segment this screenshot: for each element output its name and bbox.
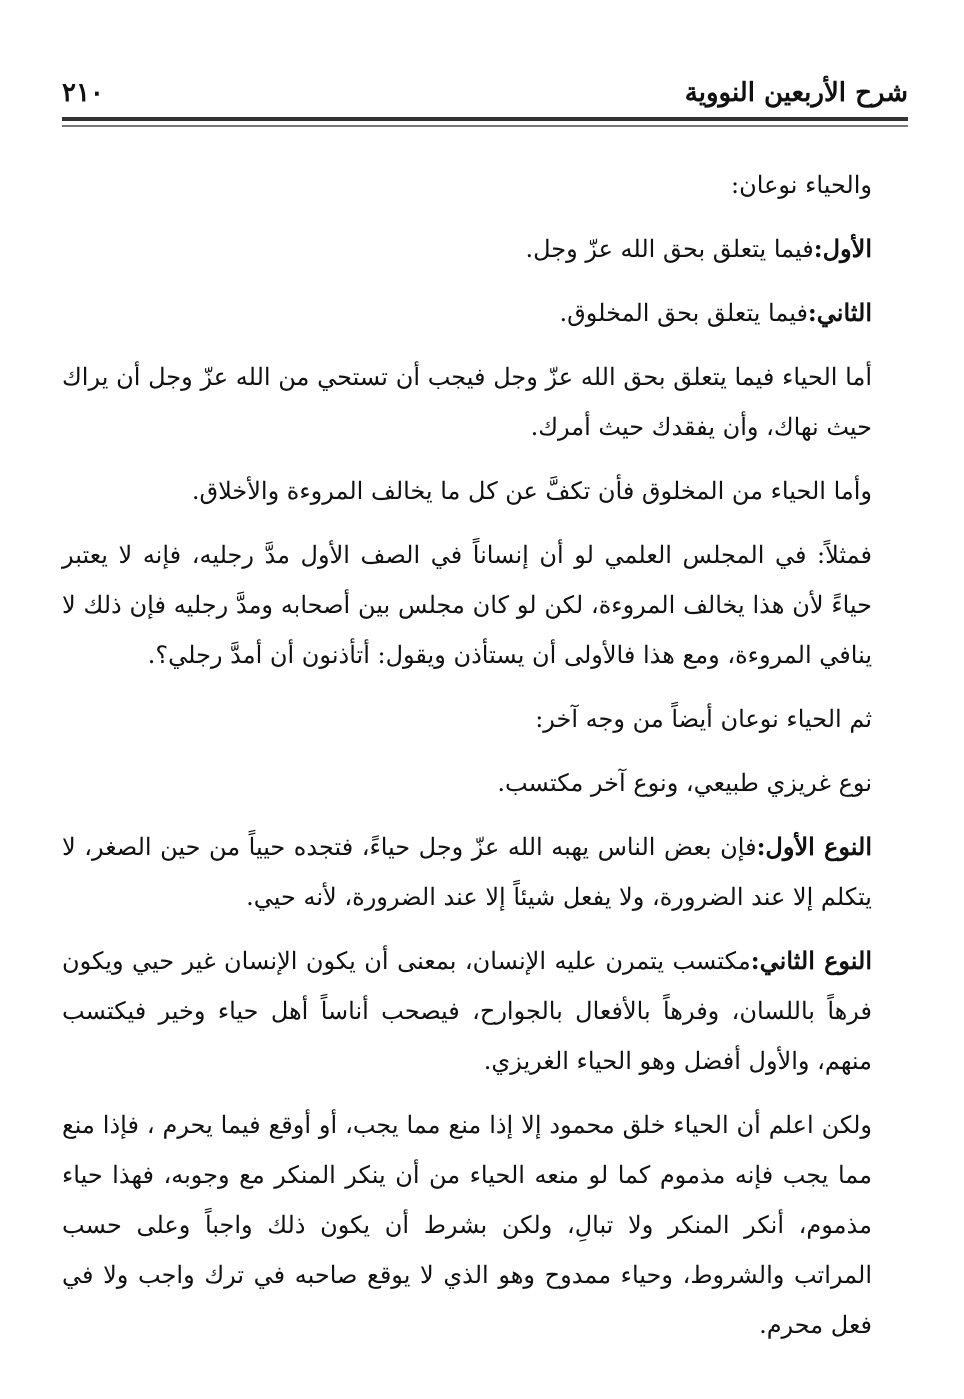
paragraph-lead: الثاني: — [807, 298, 872, 327]
paragraph-text: وأما الحياء من المخلوق فأن تكفَّ عن كل ما يخالف المروءة والأخلاق. — [191, 477, 872, 505]
paragraph — [62, 160, 872, 210]
paragraph — [62, 694, 872, 744]
paragraph — [62, 936, 872, 1086]
page-header — [62, 78, 908, 112]
paragraph — [62, 758, 872, 808]
paragraph-text: ثم الحياء نوعان أيضاً من وجه آخر: — [535, 705, 872, 733]
page-body — [62, 160, 872, 1364]
paragraph — [62, 352, 872, 452]
paragraph — [62, 1100, 872, 1350]
paragraph-text: ولكن اعلم أن الحياء خلق محمود إلا إذا منع مما يجب، أو أوقع فيما يحرم ، فإذا منع مما يجب فإنه مذموم كما لو منعه الحياء من أن ينكر المنكر مع وجوبه، فهذا حياء مذموم، أنكر المنكر ولا تبالِ، ولكن بشرط أن يكون ذلك واجباً وعلى حسب المراتب والشروط، وحياء ممدوح وهو الذي لا يوقع صاحبه في ترك واجب ولا في فعل محرم. — [62, 1111, 872, 1339]
paragraph — [62, 530, 872, 680]
paragraph-text: مكتسب يتمرن عليه الإنسان، بمعنى أن يكون الإنسان غير حيي ويكون فرهاً باللسان، وفرهاً بالأفعال بالجوارح، فيصحب أناساً أهل حياء وخير فيكتسب منهم، والأول أفضل وهو الحياء الغريزي. — [62, 947, 872, 1075]
paragraph — [62, 822, 872, 922]
paragraph-text: نوع غريزي طبيعي، ونوع آخر مكتسب. — [497, 769, 872, 797]
page-number: ٢١٠ — [62, 78, 104, 108]
paragraph — [62, 224, 872, 274]
paragraph-text: فيما يتعلق بحق المخلوق. — [559, 299, 808, 327]
header-rule — [62, 117, 908, 121]
paragraph — [62, 288, 872, 338]
paragraph-lead: النوع الأول: — [756, 832, 873, 861]
header-rule-thin — [62, 125, 908, 127]
running-title: شرح الأربعين النووية — [684, 78, 908, 108]
paragraph-text: فإن بعض الناس يهبه الله عزّ وجل حياءً، فتجده حيياً من حين الصغر، لا يتكلم إلا عند الضرورة، ولا يفعل شيئاً إلا عند الضرورة، لأنه حيي. — [62, 833, 872, 911]
paragraph-text: أما الحياء فيما يتعلق بحق الله عزّ وجل فيجب أن تستحي من الله عزّ وجل أن يراك حيث نهاك، وأن يفقدك حيث أمرك. — [62, 363, 872, 441]
paragraph-lead: النوع الثاني: — [750, 946, 873, 975]
paragraph-text: والحياء نوعان: — [731, 171, 872, 199]
paragraph-lead: الأول: — [813, 234, 872, 263]
paragraph-text: فيما يتعلق بحق الله عزّ وجل. — [525, 235, 814, 263]
paragraph — [62, 466, 872, 516]
paragraph-text: فمثلاً: في المجلس العلمي لو أن إنساناً في الصف الأول مدَّ رجليه، فإنه لا يعتبر حياءً لأن هذا يخالف المروءة، لكن لو كان مجلس بين أصحابه ومدَّ رجليه فإن ذلك لا ينافي المروءة، ومع هذا فالأولى أن يستأذن ويقول: أتأذنون أن أمدَّ رجلي؟. — [62, 541, 873, 669]
